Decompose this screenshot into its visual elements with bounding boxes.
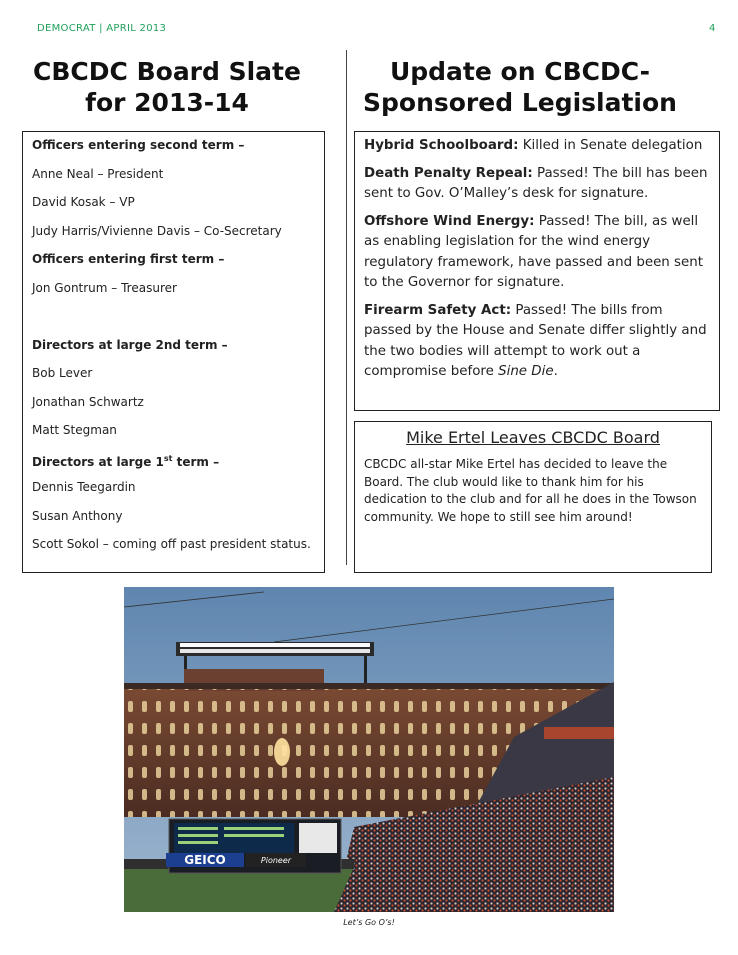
legislation-title-line1: Update on CBCDC- xyxy=(389,57,651,86)
newsletter-header: DEMOCRAT | APRIL 2013 xyxy=(37,23,167,34)
ertel-body: CBCDC all-star Mike Ertel has decided to leave the Board. The club would like to thank him for his dedication to the club and for all he does in the Towson community. We hope to still see him around! xyxy=(364,457,697,524)
legislation-item: Offshore Wind Energy: Passed! The bill, as well as enabling legislation for the wind energy regulatory framework, have passed and been sent to the Governor for signature. xyxy=(364,213,704,290)
legislation-item: Hybrid Schoolboard: Killed in Senate delegation xyxy=(364,138,703,153)
column-divider xyxy=(346,50,347,565)
slate-title xyxy=(22,56,312,118)
slate-item: Jon Gontrum – Treasurer xyxy=(32,281,177,295)
board-slate-box xyxy=(22,131,325,573)
slate-item: Scott Sokol – coming off past president status. xyxy=(32,537,311,551)
slate-title-line1: CBCDC Board Slate xyxy=(33,57,301,86)
scoreboard-brand-2: Pioneer xyxy=(260,856,292,865)
slate-item: Jonathan Schwartz xyxy=(32,395,144,409)
legislation-item: Firearm Safety Act: Passed! The bills from passed by the House and Senate differ slightly and the two bodies will attempt to work out a compromise before Sine Die. xyxy=(364,302,707,379)
slate-item: Officers entering first term – xyxy=(32,252,225,266)
legislation-title-line2: Sponsored Legislation xyxy=(363,88,677,117)
ertel-box xyxy=(354,421,712,573)
slate-item: David Kosak – VP xyxy=(32,195,135,209)
slate-item: Bob Lever xyxy=(32,366,93,380)
stadium-photo xyxy=(124,587,614,912)
slate-item: Anne Neal – President xyxy=(32,167,164,181)
ertel-title: Mike Ertel Leaves CBCDC Board xyxy=(406,428,660,447)
page-number: 4 xyxy=(709,23,716,34)
legislation-item: Death Penalty Repeal: Passed! The bill has been sent to Gov. O’Malley’s desk for signature. xyxy=(364,165,708,201)
stadium-photo-illustration xyxy=(124,587,614,912)
slate-title-line2: for 2013-14 xyxy=(85,88,249,117)
slate-item: Susan Anthony xyxy=(32,509,123,523)
slate-item: Matt Stegman xyxy=(32,423,117,437)
slate-item-superscript: Directors at large 1st term – xyxy=(32,454,220,469)
legislation-box xyxy=(354,131,720,411)
slate-item: Dennis Teegardin xyxy=(32,480,136,494)
slate-item: Officers entering second term – xyxy=(32,138,245,152)
scoreboard-brand: GEICO xyxy=(184,853,226,867)
slate-item: Judy Harris/Vivienne Davis – Co-Secretary xyxy=(32,224,282,238)
legislation-title xyxy=(355,56,685,118)
slate-item: Directors at large 2nd term – xyxy=(32,338,228,352)
photo-caption: Let’s Go O’s! xyxy=(343,918,395,927)
